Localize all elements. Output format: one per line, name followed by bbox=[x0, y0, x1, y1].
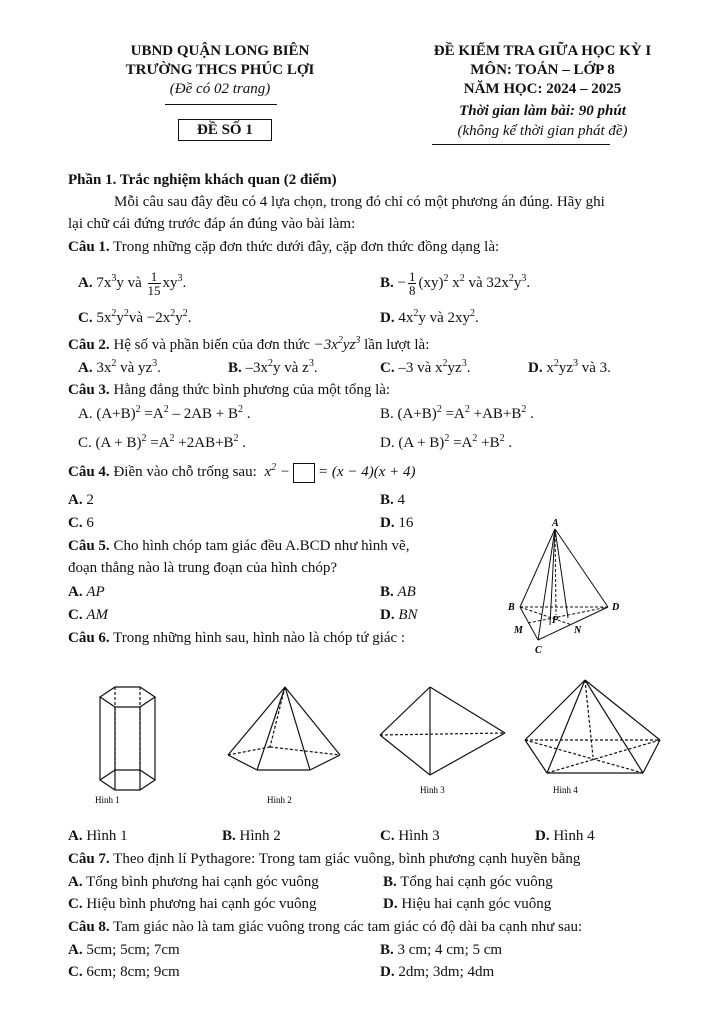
q1-text: Trong những cặp đơn thức dưới đây, cặp đơn thức đồng dạng là: bbox=[113, 239, 500, 255]
figure-1-hexagonal-prism bbox=[100, 687, 155, 790]
q5-option-c[interactable]: C. AM bbox=[68, 607, 109, 623]
label-n: N bbox=[574, 625, 582, 636]
q7-option-c[interactable]: C. Hiệu bình phương hai cạnh góc vuông bbox=[68, 896, 317, 912]
question-2: Câu 2. Hệ số và phần biến của đơn thức $-3x^2yz^3$ lần lượt là: bbox=[68, 335, 430, 353]
question-8: Câu 8. Tam giác nào là tam giác vuông trong các tam giác có độ dài ba cạnh như sau: bbox=[68, 919, 583, 935]
label-c: C bbox=[535, 645, 542, 655]
label-p: P bbox=[552, 615, 559, 626]
q7-option-a[interactable]: A. Tổng bình phương hai cạnh góc vuông bbox=[68, 874, 319, 890]
figure-4-label: Hình 4 bbox=[553, 785, 578, 795]
q1-option-b[interactable]: B. − $\frac{1}{8}$ (xy)$^2$ $x^2$ và $32x^2y^3$. bbox=[380, 269, 531, 298]
page-count-note: (Đề có 02 trang) bbox=[169, 81, 271, 97]
q8-option-d[interactable]: D. 2dm; 3dm; 4dm bbox=[380, 964, 495, 980]
label-b: B bbox=[508, 602, 515, 613]
q6-option-b[interactable]: B. Hình 2 bbox=[222, 828, 281, 844]
subject: MÔN: TOÁN – LỚP 8 bbox=[470, 62, 615, 78]
school-year: NĂM HỌC: 2024 – 2025 bbox=[463, 81, 622, 97]
q3-option-b[interactable]: B. $(A+B)^2 =A^2 +AB+B^2$ . bbox=[380, 404, 534, 422]
q3-option-a[interactable]: A. $(A+B)^2 =A^2 - 2AB + B^2$ . bbox=[78, 404, 251, 422]
part1-title: Phần 1. Trắc nghiệm khách quan (2 điểm) bbox=[68, 172, 337, 188]
question-1 bbox=[68, 237, 668, 257]
q6-figures bbox=[85, 675, 675, 810]
figure-2-label: Hình 2 bbox=[267, 795, 292, 805]
figure-1-label: Hình 1 bbox=[95, 795, 120, 805]
q6-option-d[interactable]: D. Hình 4 bbox=[535, 828, 595, 844]
question-5-line2: đoạn thẳng nào là trung đoạn của hình chóp? bbox=[68, 560, 338, 576]
figure-4-square-pyramid bbox=[525, 680, 660, 773]
q3-option-c[interactable]: C. $(A + B)^2 =A^2 +2AB+B^2$ . bbox=[78, 433, 247, 451]
q5-option-b[interactable]: B. AB bbox=[380, 584, 416, 600]
label-m: M bbox=[514, 625, 523, 636]
figure-3-tetrahedron bbox=[380, 687, 505, 775]
school-district: UBND QUẬN LONG BIÊN bbox=[130, 43, 310, 59]
q5-option-d[interactable]: D. BN bbox=[380, 607, 418, 623]
part1-intro-2: lại chữ cái đứng trước đáp án đúng vào bài làm: bbox=[68, 216, 356, 232]
figure-3-label: Hình 3 bbox=[420, 785, 445, 795]
part1-intro-1: Mỗi câu sau đây đều có 4 lựa chọn, trong đó chỉ có một phương án đúng. Hãy ghi bbox=[114, 194, 605, 210]
question-4: Câu 4. Điền vào chỗ trống sau: $x^2$ − = (x − 4)(x + 4) bbox=[68, 462, 668, 483]
q4-option-a[interactable]: A. 2 bbox=[68, 492, 94, 508]
fill-blank-box[interactable] bbox=[293, 463, 315, 483]
exam-title: ĐỀ KIỂM TRA GIỮA HỌC KỲ I bbox=[433, 43, 652, 59]
q2-option-d[interactable]: D. $x^2yz^3$ và 3. bbox=[528, 358, 611, 376]
exam-code: ĐỀ SỐ 1 bbox=[178, 119, 272, 141]
q4-option-d[interactable]: D. 16 bbox=[380, 515, 414, 531]
figure-2-pentagonal-pyramid bbox=[228, 687, 340, 770]
q1-label: Câu 1. bbox=[68, 239, 110, 255]
q8-option-a[interactable]: A. 5cm; 5cm; 7cm bbox=[68, 942, 180, 958]
q8-option-b[interactable]: B. 3 cm; 4 cm; 5 cm bbox=[380, 942, 503, 958]
q1-option-a[interactable]: A. $7x^3y$ và $\frac{1}{15}$ $xy^3$. bbox=[78, 269, 187, 298]
header-rule-right bbox=[432, 144, 610, 145]
q7-option-b[interactable]: B. Tổng hai cạnh góc vuông bbox=[383, 874, 553, 890]
q6-option-c[interactable]: C. Hình 3 bbox=[380, 828, 440, 844]
label-d: D bbox=[612, 602, 620, 613]
q2-option-b[interactable]: B. $-3x^2y$ và $z^3$. bbox=[228, 358, 318, 376]
question-7: Câu 7. Theo định lí Pythagore: Trong tam giác vuông, bình phương cạnh huyền bằng bbox=[68, 851, 581, 867]
time-note: (không kể thời gian phát đề) bbox=[457, 123, 628, 139]
school-name: TRƯỜNG THCS PHÚC LỢI bbox=[125, 62, 315, 78]
q1-option-d[interactable]: D. $4x^2y$ và $2xy^2$. bbox=[380, 308, 479, 326]
q2-text: Hệ số và phần biến của đơn thức bbox=[113, 337, 310, 353]
time-limit: Thời gian làm bài: 90 phút bbox=[459, 103, 626, 119]
q3-option-d[interactable]: D. $(A + B)^2 =A^2 +B^2$ . bbox=[380, 433, 513, 451]
q6-option-a[interactable]: A. Hình 1 bbox=[68, 828, 128, 844]
question-3: Câu 3. Hằng đẳng thức bình phương của một tổng là: bbox=[68, 382, 391, 398]
q1-option-c[interactable]: C. $5x^2y^2và -2x^2y^2$. bbox=[78, 308, 192, 326]
q2-option-a[interactable]: A. $3x^2$ và $yz^3$. bbox=[78, 358, 161, 376]
question-6: Câu 6. Trong những hình sau, hình nào là chóp tứ giác : bbox=[68, 630, 406, 646]
q8-option-c[interactable]: C. 6cm; 8cm; 9cm bbox=[68, 964, 180, 980]
label-a: A bbox=[552, 518, 559, 529]
q2-option-c[interactable]: C. –3 và $x^2yz^3$. bbox=[380, 358, 471, 376]
question-5: Câu 5. Cho hình chóp tam giác đều A.BCD như hình vẽ, bbox=[68, 538, 410, 554]
exam-code-box bbox=[178, 122, 272, 139]
q4-option-b[interactable]: B. 4 bbox=[380, 492, 406, 508]
q4-option-c[interactable]: C. 6 bbox=[68, 515, 94, 531]
q5-option-a[interactable]: A. AP bbox=[68, 584, 105, 600]
header-rule-left bbox=[165, 104, 277, 105]
q7-option-d[interactable]: D. Hiệu hai cạnh góc vuông bbox=[383, 896, 552, 912]
